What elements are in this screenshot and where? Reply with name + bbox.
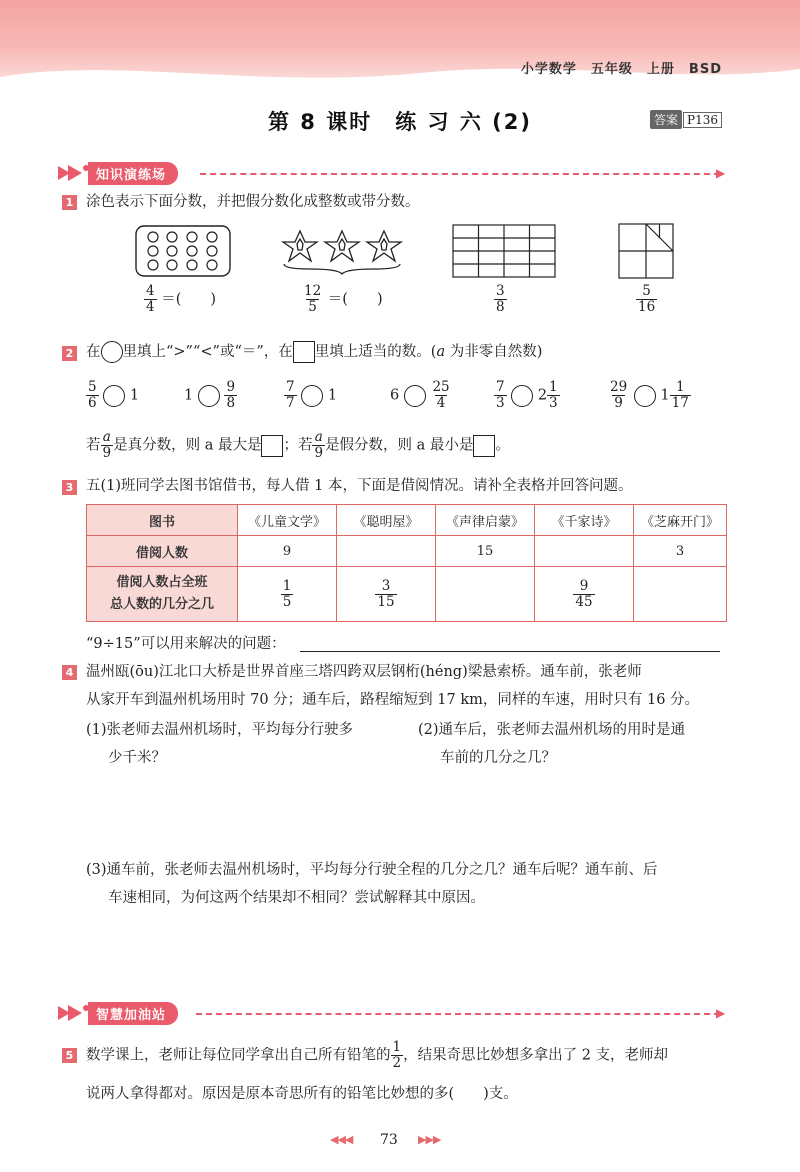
square-placeholder (293, 341, 315, 363)
table-cell-blank[interactable] (535, 536, 634, 567)
answer-blank[interactable]: ＝( ) (327, 291, 383, 308)
square-figure[interactable] (618, 223, 674, 279)
q2-line2: 若 $\frac{a}{9}$ 是真分数，则 a 最大是 ；若 $\frac{a}{9}$ 是假分数，则 a 最小是 。 (86, 429, 510, 461)
answer-blank[interactable]: ＝( ) (161, 291, 217, 308)
compare-item-3: $\frac{7}{7}$ 1 (286, 379, 338, 411)
compare-item-6: $\frac{29}{9}$ 1 $\frac{1}{17}$ (610, 379, 689, 411)
table-cell: 《芝麻开门》 (634, 505, 727, 536)
page-title: 第 8 课时 练 习 六 (2) (268, 110, 532, 134)
compare-item-1: $\frac{5}{6}$ 1 (88, 379, 140, 411)
page-number: 73 (380, 1132, 398, 1148)
question-text: 温州瓯(ōu)江北口大桥是世界首座三塔四跨双层钢桁(héng)梁悬索桥。通车前，张老师 (86, 664, 642, 680)
grid-rectangle-figure[interactable] (452, 224, 556, 278)
question-number: 3 (62, 480, 77, 495)
table-cell: 9 (238, 536, 337, 567)
question-text: 说两人拿得都对。原因是原本奇思所有的铅笔比妙想的多( )支。 (86, 1086, 518, 1102)
question-number: 4 (62, 665, 77, 680)
compare-circle[interactable] (198, 385, 220, 407)
q1-item-4 (636, 284, 657, 315)
q3-followup: “9÷15”可以用来解决的问题： (86, 636, 286, 652)
table-cell: 3 (634, 536, 727, 567)
answer-badge[interactable] (650, 110, 722, 129)
table-cell: 《千家诗》 (535, 505, 634, 536)
section-bar-practice (56, 162, 178, 184)
sub-question-2-cont: 车前的几分之几？ (440, 750, 556, 766)
answer-page: P136 (683, 112, 722, 128)
table-cell: $\frac{9}{45}$ (535, 567, 634, 622)
dots-rectangle-figure[interactable] (135, 225, 231, 277)
question-text: 数学课上，老师让每位同学拿出自己所有铅笔的 $\frac{1}{2}$ ，结果奇思比妙想多拿出了 2 支，老师却 (86, 1039, 669, 1071)
q1-item-1 (144, 284, 216, 315)
book-meta: 小学数学 五年级 上册 BSD (520, 62, 722, 77)
compare-item-5: $\frac{7}{3}$ 2 $\frac{1}{3}$ (496, 379, 558, 411)
question-text: 从家开车到温州机场用时 70 分；通车后，路程缩短到 17 km，同样的车速，用时只有 16 分。 (86, 692, 700, 708)
table-cell: 《聪明屋》 (337, 505, 436, 536)
answer-box[interactable] (473, 435, 495, 457)
next-page-arrows[interactable]: ▶▶▶ (418, 1133, 441, 1146)
table-cell-blank[interactable] (634, 567, 727, 622)
table-row (87, 536, 727, 567)
compare-circle[interactable] (634, 385, 656, 407)
answer-label: 答案 (650, 110, 682, 129)
question-number: 5 (62, 1048, 77, 1063)
table-header-cell: 借阅人数占全班 总人数的几分之几 (87, 567, 238, 622)
question-number: 1 (62, 195, 77, 210)
fraction: $\frac{3}{8}$ (496, 283, 505, 315)
question-text: 涂色表示下面分数，并把假分数化成整数或带分数。 (86, 194, 420, 210)
compare-circle[interactable] (404, 385, 426, 407)
section-divider (200, 173, 720, 175)
compare-item-2: 1 $\frac{9}{8}$ (184, 379, 236, 411)
prev-page-arrows[interactable]: ◀◀◀ (330, 1133, 353, 1146)
answer-box[interactable] (261, 435, 283, 457)
section-divider (196, 1013, 720, 1015)
table-cell: $\frac{3}{15}$ (337, 567, 436, 622)
table-cell: 《儿童文学》 (238, 505, 337, 536)
section-bar-challenge (56, 1002, 178, 1024)
compare-circle[interactable] (301, 385, 323, 407)
q1-item-3 (494, 284, 507, 315)
circle-placeholder (101, 341, 123, 363)
sub-question-2: (2)通车后，张老师去温州机场的用时是通 (418, 722, 686, 738)
table-cell: 《声律启蒙》 (436, 505, 535, 536)
reading-table (86, 504, 727, 622)
table-header-cell: 借阅人数 (87, 536, 238, 567)
stars-figure[interactable] (280, 228, 406, 276)
table-row (87, 505, 727, 536)
table-header-cell: 图书 (87, 505, 238, 536)
arrow-right-icon: ▶ (716, 1006, 726, 1020)
question-text: 五(1)班同学去图书馆借书，每人借 1 本，下面是借阅情况。请补全表格并回答问题。 (86, 478, 633, 494)
q1-item-2 (302, 284, 383, 315)
section-label: 智慧加油站 (88, 1002, 178, 1025)
section-label: 知识演练场 (88, 162, 178, 185)
table-cell: 15 (436, 536, 535, 567)
table-row (87, 567, 727, 622)
sub-question-3: (3)通车前，张老师去温州机场时，平均每分行驶全程的几分之几？通车后呢？通车前、后 (86, 862, 658, 878)
fraction: $\frac{12}{5}$ (304, 283, 322, 315)
compare-item-4: 6 $\frac{25}{4}$ (390, 379, 450, 411)
question-text: 在 里填上“>”“<”或“＝”，在 里填上适当的数。(a 为非零自然数) (86, 341, 542, 363)
table-cell-blank[interactable] (337, 536, 436, 567)
sub-question-1-cont: 少千米？ (108, 750, 166, 766)
arrow-right-icon: ▶ (716, 166, 726, 180)
sub-question-3-cont: 车速相同，为何这两个结果却不相同？尝试解释其中原因。 (108, 890, 485, 906)
table-cell: $\frac{1}{5}$ (238, 567, 337, 622)
table-cell-blank[interactable] (436, 567, 535, 622)
compare-circle[interactable] (511, 385, 533, 407)
sub-question-1: (1)张老师去温州机场时，平均每分行驶多 (86, 722, 354, 738)
fraction: $\frac{5}{16}$ (638, 283, 656, 315)
fraction: $\frac{4}{4}$ (146, 283, 155, 315)
question-number: 2 (62, 346, 77, 361)
compare-circle[interactable] (103, 385, 125, 407)
answer-line[interactable] (300, 651, 720, 652)
